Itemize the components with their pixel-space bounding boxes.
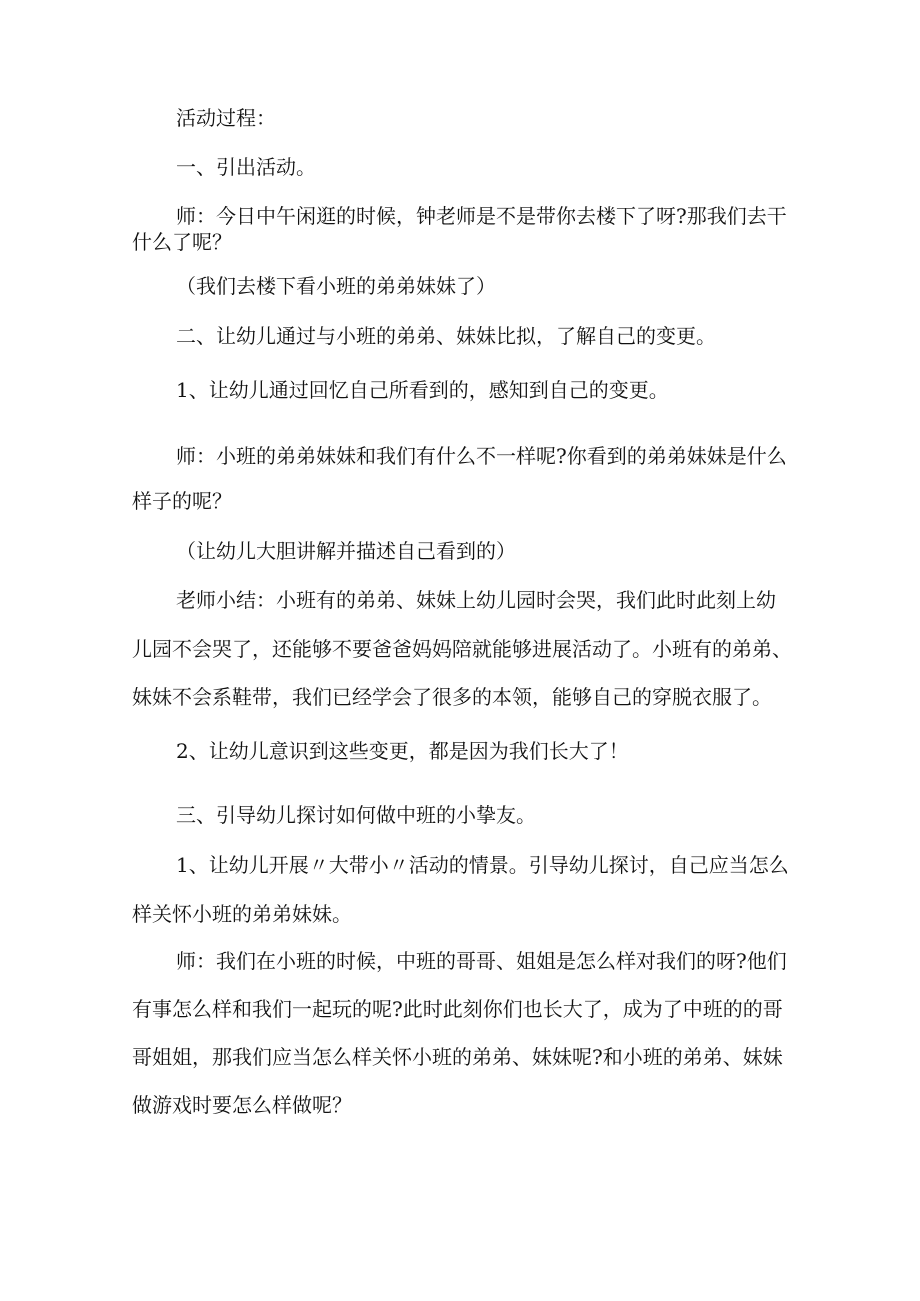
teacher-question-2-line-1: 师：小班的弟弟妹妹和我们有什么不一样呢?你看到的弟弟妹妹是什么	[176, 444, 787, 468]
step-2-2: 2、让幼儿意识到这些变更，都是因为我们长大了！	[176, 739, 629, 763]
teacher-question-3-line-4: 做游戏时要怎么样做呢？	[132, 1093, 352, 1117]
child-note-2: （让幼儿大胆讲解并描述自己看到的）	[176, 539, 516, 563]
child-answer-1: （我们去楼下看小班的弟弟妹妹了）	[176, 274, 496, 298]
activity-process-heading: 活动过程：	[176, 106, 276, 130]
summary-line-1: 老师小结：小班有的弟弟、妹妹上幼儿园时会哭，我们此时此刻上幼	[176, 588, 776, 612]
section-3-title: 三、引导幼儿探讨如何做中班的小挚友。	[176, 803, 536, 827]
teacher-question-2-line-2: 样子的呢？	[132, 489, 232, 513]
step-3-1-line-2: 样关怀小班的弟弟妹妹。	[132, 902, 352, 926]
teacher-question-3-line-3: 哥姐姐，那我们应当怎么样关怀小班的弟弟、妹妹呢?和小班的弟弟、妹妹	[132, 1045, 783, 1069]
summary-line-3: 妹妹不会系鞋带，我们已经学会了很多的本领，能够自己的穿脱衣服了。	[132, 685, 772, 709]
summary-line-2: 儿园不会哭了，还能够不要爸爸妈妈陪就能够进展活动了。小班有的弟弟、	[132, 637, 792, 661]
section-1-title: 一、引出活动。	[176, 155, 316, 179]
step-3-1-line-1: 1、让幼儿开展〃大带小〃活动的情景。引导幼儿探讨，自己应当怎么	[176, 853, 789, 877]
step-2-1: 1、让幼儿通过回忆自己所看到的，感知到自己的变更。	[176, 378, 669, 402]
teacher-question-3-line-2: 有事怎么样和我们一起玩的呢?此时此刻你们也长大了，成为了中班的的哥	[132, 997, 783, 1021]
section-2-title: 二、让幼儿通过与小班的弟弟、妹妹比拟，了解自己的变更。	[176, 324, 716, 348]
teacher-question-1-line-1: 师：今日中午闲逛的时候，钟老师是不是带你去楼下了呀?那我们去干	[176, 204, 787, 228]
teacher-question-1-line-2: 什么了呢？	[132, 230, 232, 254]
teacher-question-3-line-1: 师：我们在小班的时候，中班的哥哥、姐姐是怎么样对我们的呀?他们	[176, 949, 787, 973]
